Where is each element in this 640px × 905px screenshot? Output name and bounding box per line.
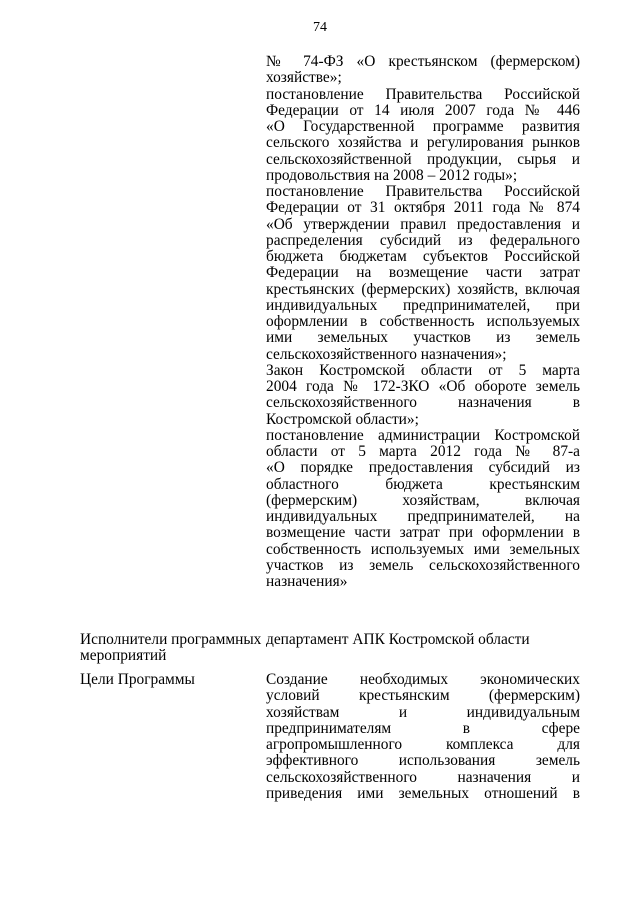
text-line: распределения субсидий из федерального [266, 231, 580, 249]
text-line: Исполнители программных [80, 631, 262, 648]
text-line: приведения ими земельных отношений в [266, 784, 580, 802]
text-line: Костромской области»; [266, 410, 419, 428]
text-line: хозяйстве»; [266, 69, 342, 87]
text-line: бюджета бюджетам субъектов Российской [266, 248, 580, 265]
text-line: эффективного использования земель [266, 752, 580, 770]
text-line: 2004 года № 172-ЗКО «Об обороте земель [266, 378, 580, 395]
text-line: постановление Правительства Российской [266, 183, 580, 200]
text-line: продовольствия на 2008 – 2012 годы»; [266, 166, 518, 184]
text-line: индивидуальных предпринимателей, на [266, 508, 580, 525]
text-line: хозяйствам и индивидуальным [266, 703, 580, 721]
text-line: Федерации на возмещение части затрат [266, 264, 580, 282]
text-line: мероприятий [80, 647, 167, 665]
text-line: Цели Программы [80, 671, 195, 688]
text-line: предпринимателям в сфере [266, 719, 580, 737]
text-line: сельского хозяйства и регулирования рынков [266, 134, 580, 152]
text-line: «Об утверждении правил предоставления и [266, 215, 580, 233]
text-line: постановление Правительства Российской [266, 85, 580, 103]
text-line: № 74-ФЗ «О крестьянском (фермерском) [266, 53, 580, 70]
text-line: ими земельных участков из земель [266, 329, 580, 347]
legal-basis-continuation [266, 54, 580, 590]
text-line: Федерации от 14 июля 2007 года № 446 [266, 101, 580, 119]
text-line: «О порядке предоставления субсидий из [266, 459, 580, 477]
text-line: крестьянских (фермерских) хозяйств, включая [266, 280, 580, 298]
text-line: назначения» [266, 573, 348, 590]
text-line: Создание необходимых экономических [266, 671, 580, 688]
text-line: области от 5 марта 2012 года № 87-а [266, 443, 580, 460]
text-line: участков из земель сельскохозяйственного [266, 556, 580, 574]
text-line: областного бюджета крестьянским [266, 475, 580, 493]
text-line: возмещение части затрат при оформлении в [266, 524, 580, 542]
text-line: департамент АПК Костромской области [266, 631, 530, 648]
text-line: сельскохозяйственной продукции, сырья и [266, 150, 580, 168]
text-line: условий крестьянским (фермерским) [266, 687, 580, 705]
executors-label [80, 632, 260, 665]
text-line: постановление администрации Костромской [266, 426, 580, 444]
text-line: (фермерским) хозяйствам, включая [266, 491, 580, 509]
text-line: сельскохозяйственного назначения»; [266, 345, 507, 363]
text-line: «О Государственной программе развития [266, 118, 580, 135]
goals-value [266, 672, 580, 802]
text-line: сельскохозяйственного назначения в [266, 394, 580, 412]
text-line: индивидуальных предпринимателей, при [266, 296, 580, 314]
text-line: сельскохозяйственного назначения и [266, 768, 580, 786]
text-line: оформлении в собственность используемых [266, 313, 580, 330]
goals-label [80, 672, 260, 688]
executors-value [266, 632, 580, 648]
text-line: собственность используемых ими земельных [266, 540, 580, 558]
text-line: Федерации от 31 октября 2011 года № 874 [266, 199, 580, 217]
text-line: Закон Костромской области от 5 марта [266, 361, 580, 379]
text-line: агропромышленного комплекса для [266, 736, 580, 753]
page-number: 74 [313, 20, 327, 35]
